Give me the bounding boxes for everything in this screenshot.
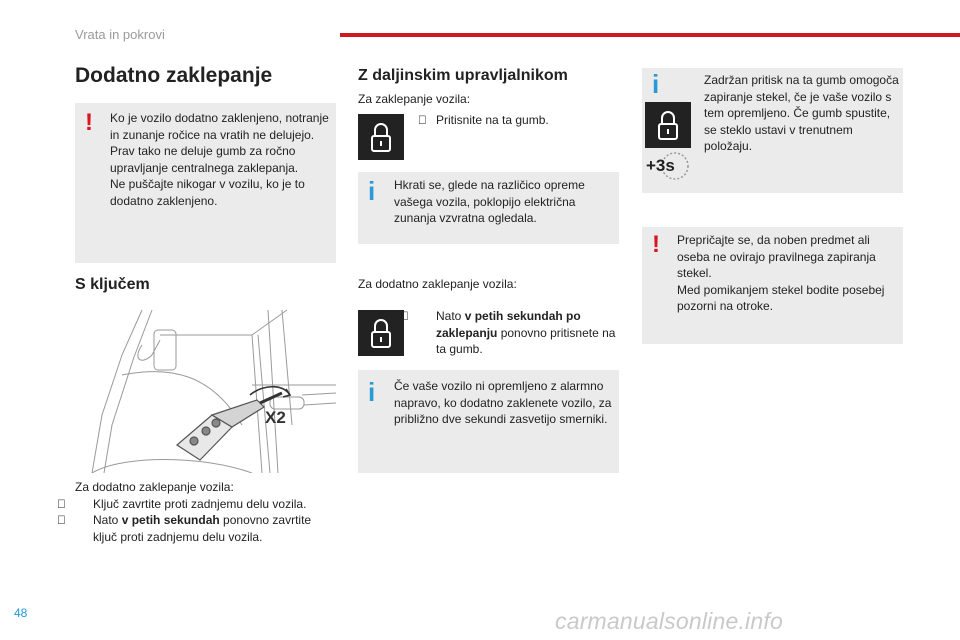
lock-step: Pritisnite na ta gumb. xyxy=(418,112,613,129)
info-box-indicators xyxy=(358,370,619,473)
page-title: Dodatno zaklepanje xyxy=(75,64,273,87)
key-step-2: Nato v petih sekundah ponovno zavrtite ključ proti zadnjemu delu vozila. xyxy=(75,512,337,545)
lock-button-icon-2 xyxy=(358,310,404,356)
remote-section-title: Z daljinskim upravljalnikom xyxy=(358,67,568,84)
watermark: carmanualsonline.info xyxy=(555,608,783,634)
info-box-mirrors xyxy=(358,172,619,244)
info-icon: i xyxy=(368,176,376,206)
x2-label: X2 xyxy=(265,408,286,427)
warning-text: Ko je vozilo dodatno zaklenjeno, notranje in zunanje ročice na vratih ne delujejo. Prav tako ne deluje gumb za ročno upravljanje centralnega zaklepanja. Ne puščajte nikogar v vozilu, ko je to dodatno zaklenjeno. xyxy=(110,111,329,208)
info-icon: i xyxy=(368,377,376,407)
key-section-title: S ključem xyxy=(75,276,150,293)
deadlock-intro: Za dodatno zaklepanje vozila: xyxy=(358,277,517,291)
key-illustration xyxy=(82,305,336,473)
deadlock-step: Nato v petih sekundah po zaklepanju ponovno pritisnete na ta gumb. xyxy=(418,308,626,358)
lock-intro: Za zaklepanje vozila: xyxy=(358,92,471,106)
lock-button-icon-3 xyxy=(645,102,691,148)
warning-box-deadlock xyxy=(75,103,336,263)
key-instructions xyxy=(75,479,337,545)
arrow-bullet-icon xyxy=(75,512,93,529)
key-step-1: Ključ zavrtite proti zadnjemu delu vozila. xyxy=(75,496,337,513)
hold-3s-icon xyxy=(645,150,691,182)
info-text-windows: Zadržan pritisk na ta gumb omogoča zapiranje stekel, če je vaše vozilo s tem opremljeno. Če gumb spustite, se steklo ustavi v trenutnem položaju. xyxy=(704,73,899,153)
key-intro: Za dodatno zaklepanje vozila: xyxy=(75,480,234,494)
warning-text-windows: Prepričajte se, da noben predmet ali oseba ne ovirajo pravilnega zapiranja stekel. Med pomikanjem stekel bodite posebej pozorni na otroke. xyxy=(677,233,885,313)
section-header: Vrata in pokrovi xyxy=(75,27,165,42)
info-icon: i xyxy=(652,69,660,99)
arrow-bullet-icon xyxy=(418,308,436,325)
arrow-bullet-icon xyxy=(75,496,93,513)
lock-button-icon xyxy=(358,114,404,160)
warning-icon: ! xyxy=(652,231,660,258)
info-text-indicators: Če vaše vozilo ni opremljeno z alarmno napravo, ko dodatno zaklenete vozilo, za približno dve sekundi zasvetijo smerniki. xyxy=(394,379,612,426)
info-text-mirrors: Hkrati se, glede na različico opreme vašega vozila, poklopijo električna zunanja vzvratna ogledala. xyxy=(394,178,585,225)
hold-3s-label: +3s xyxy=(646,156,675,175)
arrow-bullet-icon xyxy=(418,112,436,129)
header-rule xyxy=(340,33,960,37)
warning-box-windows xyxy=(642,227,903,344)
warning-icon: ! xyxy=(85,109,93,136)
page-number: 48 xyxy=(14,606,28,620)
